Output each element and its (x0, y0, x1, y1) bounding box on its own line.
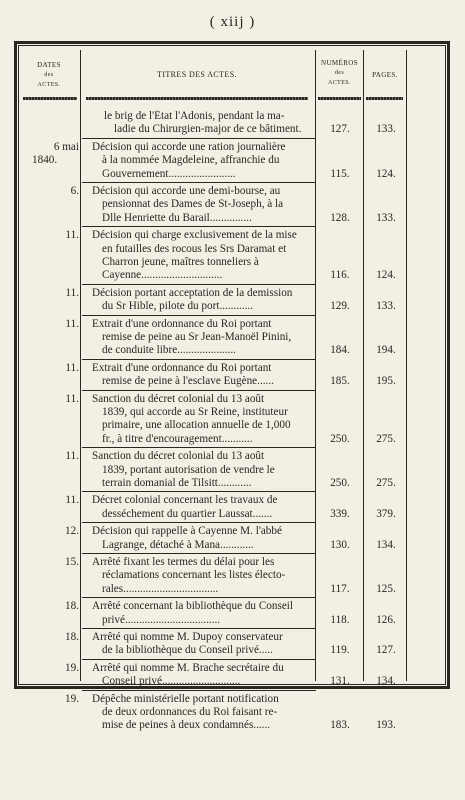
header-titles: TITRES DES ACTES. (157, 70, 237, 79)
row-separator (82, 553, 316, 554)
row-separator (82, 182, 316, 183)
row-page-number: 195. (376, 375, 396, 388)
page-number: ( xiij ) (209, 14, 256, 30)
row-title-line: en futailles des rocous les Srs Daramat et (102, 242, 287, 255)
row-date (24, 556, 79, 569)
row-act-number: 183. (330, 719, 350, 732)
row-title-line: Décision qui charge exclusivement de la mise (92, 229, 297, 242)
row-title-line: mise de peines à deux condamnés...... (102, 719, 271, 732)
row-title-line: 1839, qui accorde au Sr Reine, instituteur (102, 406, 288, 418)
row-title-line: Gouvernement........................ (102, 167, 236, 180)
column-divider-numbers (363, 50, 364, 681)
row-act-number: 185. (330, 375, 350, 388)
row-separator (82, 491, 316, 492)
row-page-number: 133. (376, 300, 396, 313)
row-title (92, 494, 312, 521)
row-act-number: 131. (330, 675, 350, 688)
row-separator (82, 315, 316, 316)
row-date (24, 631, 79, 644)
row-act-number: 115. (330, 167, 350, 180)
row-page-number: 124. (376, 269, 396, 282)
row-title-line: Arrêté concernant la bibliothèque du Conseil (92, 600, 293, 613)
row-act-number: 129. (330, 300, 350, 313)
row-title-line: Arrêté qui nomme M. Dupoy conservateur (92, 631, 283, 643)
row-act-number: 250. (330, 432, 350, 445)
row-title-line: Extrait d'une ordonnance du Roi portant (92, 361, 272, 374)
row-date-line: 11. (65, 317, 79, 330)
row-date-line: 6. (70, 185, 79, 197)
header-numeros-line3: ACTES. (328, 80, 351, 86)
row-title-line: desséchement du quartier Laussat....... (102, 507, 273, 520)
row-title-line: de la bibliothèque du Conseil privé..... (102, 644, 273, 657)
row-title-line: fr., à titre d'encouragement........... (102, 432, 253, 445)
row-page-number: 275. (376, 477, 396, 489)
row-date-line: 1840. (32, 154, 58, 167)
row-act-number: 130. (330, 538, 350, 551)
row-title-line: pensionnat des Dames de St-Joseph, à la (102, 198, 284, 211)
row-title-line: Conseil privé............................ (102, 675, 241, 688)
row-date-line: 11. (65, 286, 79, 299)
row-act-number: 184. (330, 344, 350, 357)
header-dates-line2: des (44, 72, 54, 78)
row-date (24, 362, 79, 375)
row-date-line: 11. (65, 494, 79, 507)
row-separator (82, 690, 316, 691)
row-page-number: 193. (376, 719, 396, 732)
row-act-number: 118. (330, 613, 350, 626)
row-title (92, 600, 312, 627)
header-numeros-line1: NUMÉROS (320, 59, 359, 67)
row-title-line: Sanction du décret colonial du 13 août (92, 392, 265, 405)
row-title-line: du Sr Hible, pilote du port............ (102, 300, 254, 313)
row-page-number: 126. (376, 613, 396, 626)
row-title (92, 525, 312, 552)
row-date-line: 6 mai (53, 140, 79, 153)
column-divider-dates (80, 50, 81, 681)
row-title (92, 362, 312, 389)
row-title-line: Charron jeune, maîtres tonneliers à (102, 256, 259, 268)
row-page-number: 133. (376, 123, 396, 136)
row-separator (82, 522, 316, 523)
header-numeros-line2: des (334, 70, 345, 76)
row-date-line: 18. (65, 600, 79, 613)
row-title-line: Décision portant acceptation de la demission (92, 286, 293, 299)
row-title-line: Décision qui accorde une ration journalière (92, 140, 286, 153)
header-rule-pages (366, 97, 403, 100)
row-title-line: Cayenne............................. (102, 269, 223, 282)
row-date-line: 19. (65, 661, 79, 674)
row-title (92, 287, 312, 314)
row-title-line: Dlle Henriette du Barail............... (102, 211, 252, 224)
row-date (24, 318, 79, 331)
row-act-number: 119. (330, 644, 350, 657)
row-title-line: 1839, portant autorisation de vendre le (102, 463, 275, 476)
row-title-line: de deux ordonnances du Roi faisant re- (102, 706, 278, 718)
header-pages: PAGES. (372, 71, 398, 79)
row-page-number: 134. (376, 675, 396, 688)
row-title-line: Extrait d'une ordonnance du Roi portant (92, 317, 272, 330)
row-separator (82, 390, 316, 391)
row-page-number: 194. (376, 344, 396, 357)
row-title-line: privé.................................. (102, 613, 221, 626)
row-date (24, 525, 79, 538)
row-title-line: Dépêche ministérielle portant notification (92, 692, 279, 705)
row-page-number: 124. (376, 167, 396, 180)
header-rule-numbers (318, 97, 361, 100)
column-divider-pages (406, 50, 407, 681)
row-title (92, 631, 312, 658)
row-title (92, 556, 312, 596)
row-date-line: 11. (65, 361, 79, 374)
row-title-line: Décision qui accorde une demi-bourse, au (92, 185, 281, 197)
row-title-line: le brig de l'État l'Adonis, pendant la ma- (104, 110, 285, 122)
column-divider-titles (315, 50, 316, 681)
row-title (92, 662, 312, 689)
row-title-line: à la nommée Magdeleine, affranchie du (102, 154, 280, 167)
row-date (24, 450, 79, 463)
row-separator (82, 628, 316, 629)
header-dates-line3: ACTES. (37, 82, 61, 88)
row-separator (82, 447, 316, 448)
row-title (92, 693, 312, 733)
row-date (24, 662, 79, 675)
row-separator (82, 359, 316, 360)
header-rule-dates (23, 97, 77, 100)
row-title-line: primaire, une allocation annuelle de 1,000 (102, 419, 291, 432)
row-date (24, 185, 79, 198)
row-separator (82, 226, 316, 227)
row-title-line: Sanction du décret colonial du 13 août (92, 450, 265, 463)
row-date (24, 287, 79, 300)
row-title (92, 318, 312, 358)
row-page-number: 125. (376, 582, 396, 595)
row-title-line: Lagrange, détaché à Mana............ (102, 538, 254, 551)
row-act-number: 116. (330, 269, 350, 282)
row-act-number: 128. (330, 211, 350, 224)
row-title (92, 229, 312, 283)
header-dates-line1: DATES (37, 61, 61, 69)
row-title-line: remise de peine à l'esclave Eugène...... (102, 375, 274, 388)
row-page-number: 379. (376, 507, 396, 520)
row-title-line: Décret colonial concernant les travaux de (92, 494, 278, 507)
row-title-line: Arrêté fixant les termes du délai pour les (92, 556, 275, 568)
row-title (92, 141, 312, 181)
row-page-number: 275. (376, 432, 396, 445)
row-date (24, 494, 79, 507)
row-date (24, 600, 79, 613)
row-date-line: 12. (65, 525, 79, 538)
header-dates (19, 60, 79, 90)
row-date-line: 11. (65, 450, 79, 463)
row-date-line: 11. (65, 392, 79, 405)
row-act-number: 127. (330, 123, 350, 136)
row-page-number: 127. (376, 644, 396, 657)
row-separator (82, 597, 316, 598)
row-act-number: 250. (330, 477, 350, 489)
row-act-number: 117. (330, 582, 350, 595)
row-title-line: de conduite libre..................... (102, 344, 236, 357)
row-title (92, 185, 312, 225)
row-separator (82, 284, 316, 285)
row-date-line: 11. (65, 229, 79, 242)
row-title-line: terrain domanial de Tilsitt............ (102, 477, 252, 489)
header-numeros (316, 58, 363, 88)
row-title (92, 393, 312, 447)
row-act-number: 339. (330, 507, 350, 520)
row-date (24, 229, 79, 242)
row-date (24, 141, 79, 168)
row-date (24, 393, 79, 406)
row-title-line: ladie du Chirurgien-major de ce bâtiment. (114, 123, 302, 136)
row-title-line: remise de peine au Sr Jean-Manoël Pinini, (102, 331, 292, 343)
row-title (104, 110, 324, 137)
header-rule-titles (86, 97, 308, 100)
row-page-number: 133. (376, 211, 396, 224)
row-date-line: 19. (65, 692, 79, 705)
row-title-line: réclamations concernant les listes électo- (102, 569, 286, 582)
row-page-number: 134. (376, 538, 396, 551)
row-date (24, 693, 79, 706)
row-title (92, 450, 312, 490)
row-date-line: 15. (65, 556, 79, 568)
row-title-line: Décision qui rappelle à Cayenne M. l'abbé (92, 525, 282, 538)
row-date-line: 18. (65, 631, 79, 643)
row-separator (82, 659, 316, 660)
row-title-line: Arrêté qui nomme M. Brache secrétaire du (92, 661, 284, 674)
row-title-line: rales.................................. (102, 582, 219, 595)
row-separator (82, 138, 316, 139)
